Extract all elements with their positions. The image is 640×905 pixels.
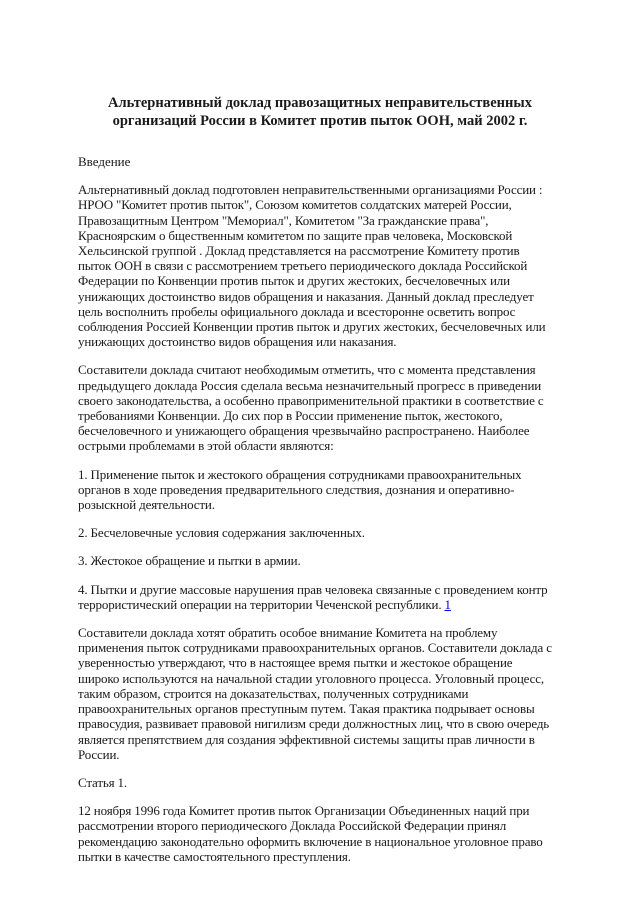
text-line — [78, 553, 578, 568]
line-text: цель восполнить пробелы официального доклада и всесторонне осветить вопрос — [78, 303, 516, 319]
text-line — [78, 319, 578, 334]
line-text: 2. Бесчеловечные условия содержания заключенных. — [78, 525, 365, 541]
line-text: рекомендацию законодательно оформить включение в национальное уголовное право — [78, 833, 543, 849]
line-text: требованиями Конвенции. До сих пор в России применение пыток, жестокого, — [78, 408, 503, 424]
line-text: 4. Пытки и другие массовые нарушения прав человека связанные с проведением контр — [78, 581, 548, 597]
text-line — [78, 747, 578, 762]
text-line — [78, 438, 578, 453]
title-line: организаций России в Комитет против пыток ООН, май 2002 г. — [112, 113, 528, 129]
title-line: Альтернативный доклад правозащитных неправительственных — [108, 95, 532, 111]
line-text: острыми проблемами в этой области являются: — [78, 438, 334, 454]
text-line — [78, 289, 578, 304]
text-line — [78, 423, 578, 438]
line-text: таким образом, строится на доказательствах, полученных сотрудниками — [78, 685, 469, 701]
line-text: Статья 1. — [78, 774, 128, 790]
text-line — [78, 273, 578, 288]
list-item-3 — [78, 553, 578, 568]
attention-paragraph — [78, 625, 578, 762]
line-text: Альтернативный доклад подготовлен неправительственными организациями России : — [78, 182, 543, 198]
text-line — [78, 378, 578, 393]
text-line — [78, 243, 578, 258]
line-text: предыдущего доклада Россия сделала весьма незначительный прогресс в приведении — [78, 377, 542, 393]
line-text: широко используются на начальной стадии уголовного процесса. Уголовный процесс, — [78, 670, 544, 686]
line-text: 1. Применение пыток и жестокого обращения сотрудниками правоохранительных — [78, 466, 522, 482]
text-line — [78, 197, 578, 212]
line-text: террористический операции на территории Чеченской республики. — [78, 596, 445, 612]
list-item-4 — [78, 582, 578, 612]
line-text: розыскной деятельности. — [78, 497, 215, 513]
text-line — [78, 182, 578, 197]
line-text: России. — [78, 746, 120, 762]
footnote-link[interactable]: 1 — [444, 596, 451, 612]
line-text: унижающих достоинство видов обращения или наказания. — [78, 334, 397, 350]
text-line — [78, 393, 578, 408]
text-line — [78, 775, 578, 790]
line-text: применения пыток сотрудниками правоохранительных органов. Составители доклада с — [78, 640, 552, 656]
line-text: правоохранительных органов преступным путем. Такая практика подрывает основы — [78, 701, 535, 717]
line-text: пыток ООН в связи с рассмотрением третьего периодического доклада Российской — [78, 258, 528, 274]
line-text: унижающих достоинство видов обращения и наказания. Данный доклад преследует — [78, 288, 534, 304]
line-text: уверенностью утверждают, что в настоящее время пытки и жестокое обращение — [78, 655, 513, 671]
line-text: соблюдения Россией Конвенции против пыток и других жестоких, бесчеловечных или — [78, 319, 546, 335]
text-line — [78, 497, 578, 512]
text-line — [78, 228, 578, 243]
text-line — [78, 849, 578, 864]
line-text: является препятствием для создания эффективной системы защиты прав личности в — [78, 731, 535, 747]
text-line — [78, 334, 578, 349]
text-line — [78, 625, 578, 640]
article-1-heading — [78, 775, 578, 790]
line-text: Хельсинской группой . Доклад представляется на рассмотрение Комитету против — [78, 243, 520, 259]
text-line — [78, 408, 578, 423]
line-text: 12 ноября 1996 года Комитет против пыток Организации Объединенных наций при — [78, 803, 530, 819]
document-body — [78, 94, 578, 864]
text-line — [78, 154, 578, 169]
line-text: пытки в качестве самостоятельного преступления. — [78, 848, 351, 864]
compilers-paragraph — [78, 362, 578, 453]
text-line — [78, 818, 578, 833]
line-text: Составители доклада считают необходимым отметить, что с момента представления — [78, 362, 536, 378]
intro-paragraph — [78, 182, 578, 349]
line-text: НРОО "Комитет против пыток", Союзом комитетов солдатских матерей России, — [78, 197, 512, 213]
line-text: 3. Жестокое обращение и пытки в армии. — [78, 553, 301, 569]
section-heading-introduction — [78, 154, 578, 169]
text-line — [78, 834, 578, 849]
line-text: органов в ходе проведения предварительного следствия, дознания и оперативно- — [78, 481, 515, 497]
list-item-1 — [78, 467, 578, 513]
list-item-2 — [78, 525, 578, 540]
text-line — [78, 362, 578, 377]
text-line — [78, 671, 578, 686]
text-line — [78, 213, 578, 228]
line-text: Красноярским о бщественным комитетом по защите прав человека, Московской — [78, 227, 513, 243]
line-text: Федерации по Конвенции против пыток и других жестоких, бесчеловечных или — [78, 273, 510, 289]
line-text: Правозащитным Центром "Мемориал", Комитетом "За гражданские права", — [78, 212, 489, 228]
text-line — [78, 597, 578, 612]
text-line — [78, 525, 578, 540]
line-text: своего законодательства, а особенно правоприменительной практики в соответствие с — [78, 392, 544, 408]
text-line — [78, 304, 578, 319]
text-line — [78, 258, 578, 273]
text-line — [78, 482, 578, 497]
text-line — [78, 686, 578, 701]
line-text: Составители доклада хотят обратить особое внимание Комитета на проблему — [78, 625, 498, 641]
text-line — [78, 467, 578, 482]
text-line — [78, 582, 578, 597]
document-title — [78, 94, 562, 130]
text-line — [78, 701, 578, 716]
article-1-paragraph — [78, 803, 578, 864]
text-line — [78, 655, 578, 670]
line-text: бесчеловечного и унижающего обращения чрезвычайно распространено. Наиболее — [78, 423, 530, 439]
line-text: правосудия, развивает правовой нигилизм среди должностных лиц, что в свою очередь — [78, 716, 550, 732]
line-text: рассмотрении второго периодического Доклада Российской Федерации принял — [78, 818, 507, 834]
text-line — [78, 716, 578, 731]
text-line — [78, 732, 578, 747]
text-line — [78, 640, 578, 655]
line-text: Введение — [78, 154, 131, 169]
text-line — [78, 803, 578, 818]
